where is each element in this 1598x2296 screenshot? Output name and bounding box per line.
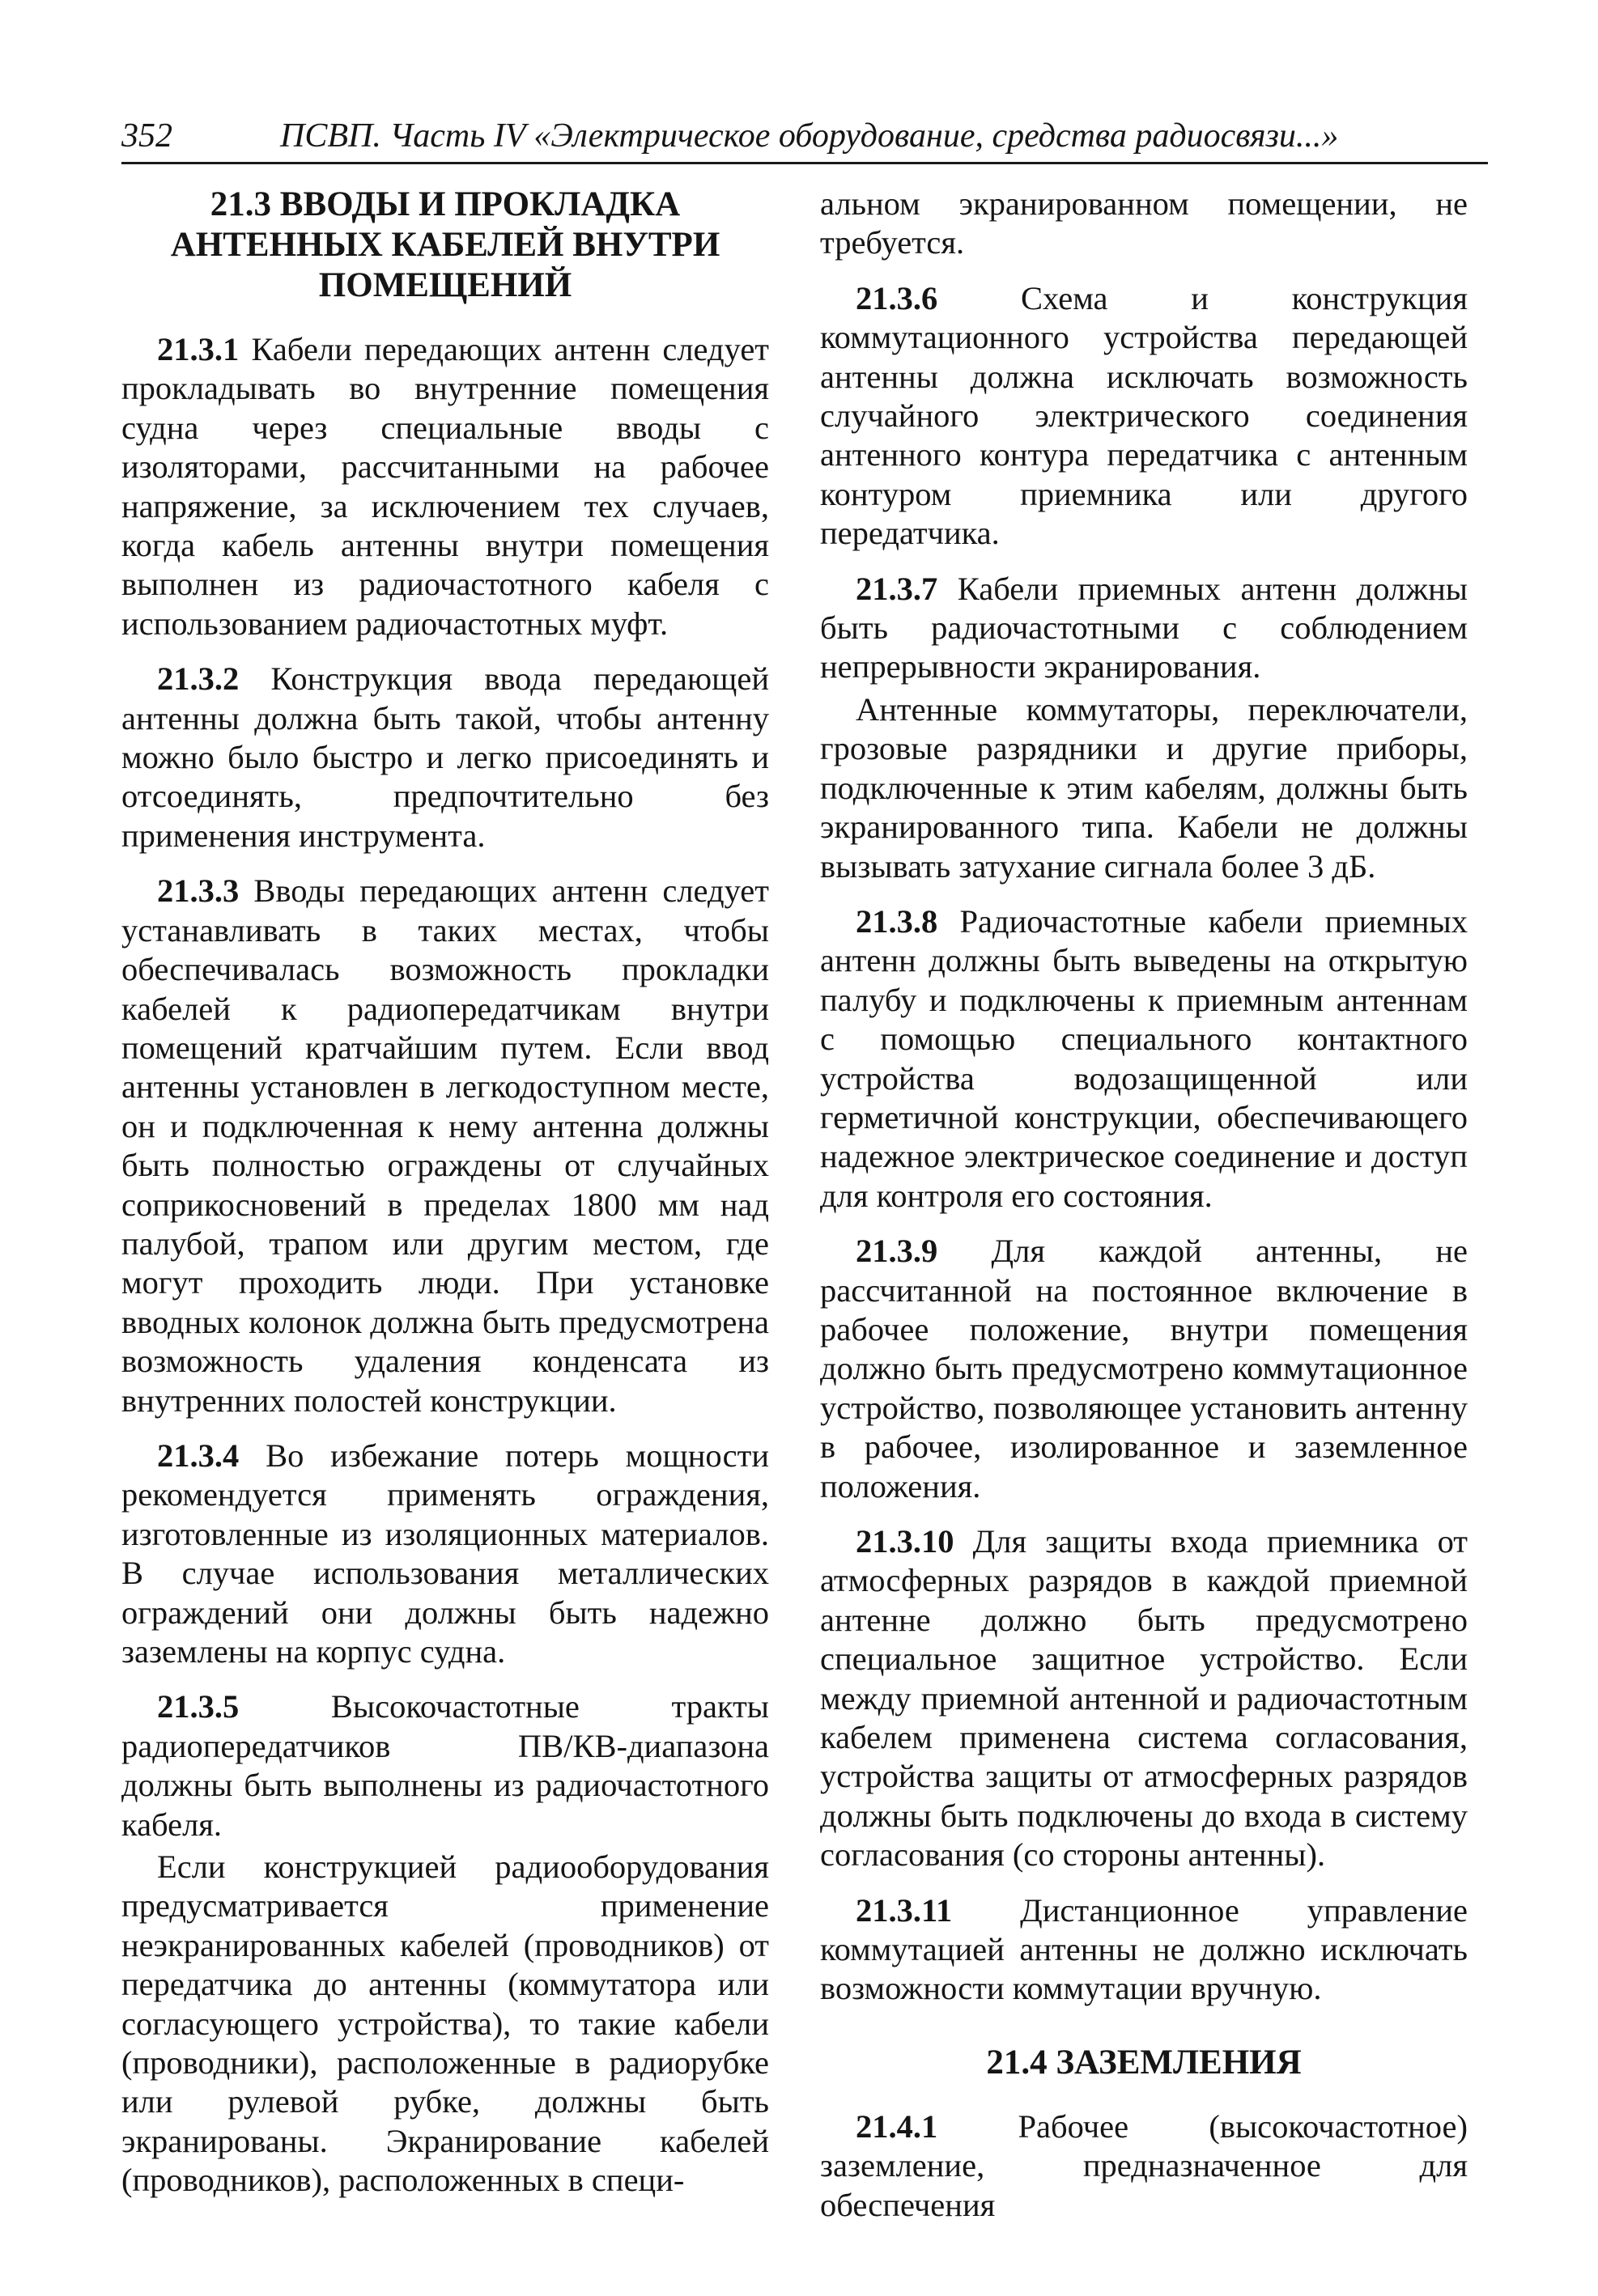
left-column bbox=[121, 185, 769, 2217]
clause-text: Во избежание потерь мощности рекомендуется применять ограждения, изготовленные из изоляционных материалов. В случае использования металлических ограждений они должны быть надежно заземлены на корпус судна. bbox=[121, 1437, 769, 1670]
clause-21-3-4 bbox=[121, 1437, 769, 1671]
clause-text: Кабели приемных антенн должны быть радиочастотными с соблюдением непрерывности экранирования. bbox=[820, 570, 1468, 685]
clause-text: Для каждой антенны, не рассчитанной на постоянное включение в рабочее положение, внутри помещения должно быть предусмотрено коммутационное устройство, позволяющее установить антенну в рабочее, изолированное и заземленное положения. bbox=[820, 1233, 1468, 1504]
clause-text: Конструкция ввода передающей антенны должна быть такой, чтобы антенну можно было быстро и легко присоединять и отсоединять, предпочтительно без применения инструмента. bbox=[121, 660, 769, 854]
clause-number: 21.3.1 bbox=[157, 331, 240, 367]
clause-21-3-2 bbox=[121, 660, 769, 855]
clause-number: 21.3.10 bbox=[856, 1523, 954, 1560]
clause-text: Для защиты входа приемника от атмосферных разрядов в каждой приемной антенне должно быть предусмотрено специальное защитное устройство. Если между приемной антенной и радиочастотным кабелем применена система согласования, устройства защиты от атмосферных разрядов должны быть подключены до входа в систему согласования (со стороны антенны). bbox=[820, 1523, 1468, 1874]
clause-number: 21.3.4 bbox=[157, 1437, 240, 1474]
clause-21-3-1 bbox=[121, 330, 769, 643]
clause-number: 21.3.9 bbox=[856, 1233, 938, 1270]
clause-text: Вводы передающих антенн следует устанавливать в таких местах, чтобы обеспечивалась возможность прокладки кабелей к радиопередатчикам внутри помещений кратчайшим путем. Если ввод антенны установлен в легкодоступном месте, он и подключенная к нему антенна должны быть полностью ограждены от случайных соприкосновений в пределах 1800 мм над палубой, трапом или другим местом, где могут проходить люди. При установке вводных колонок должна быть предусмотрена возможность удаления конденсата из внутренних полостей конструкции. bbox=[121, 872, 769, 1419]
clause-number: 21.4.1 bbox=[856, 2107, 938, 2145]
clause-number: 21.3.2 bbox=[157, 660, 240, 698]
clause-text: Дистанционное управление коммутацией антенны не должно исключать возможности коммутации вручную. bbox=[820, 1891, 1468, 2007]
clause-21-3-3 bbox=[121, 872, 769, 1420]
clause-21-4-1 bbox=[820, 2107, 1468, 2225]
clause-number: 21.3.6 bbox=[856, 279, 938, 316]
header-rule bbox=[121, 162, 1488, 164]
clause-21-3-5-continued: Если конструкцией радиооборудования предусматривается применение неэкранированных кабелей (проводников) от передатчика до антенны (коммутатора или согласующего устройства), то такие кабели (проводники), расположенные в радиорубке или рулевой рубке, должны быть экранированы. Экранирование кабелей (проводников), расположенных в специ- bbox=[121, 1848, 769, 2199]
clause-21-3-5-continued-end: альном экранированном помещении, не требуется. bbox=[820, 185, 1468, 261]
clause-21-3-8 bbox=[820, 902, 1468, 1216]
clause-text: Схема и конструкция коммутационного устройства передающей антенны должна исключать возможность случайного электрического соединения антенного контура передатчика с антенным контуром приемника или другого передатчика. bbox=[820, 279, 1468, 552]
clause-number: 21.3.11 bbox=[856, 1891, 953, 1929]
header-title: ПСВП. Часть IV «Электрическое оборудование, средства радиосвязи...» bbox=[280, 117, 1339, 155]
clause-number: 21.3.8 bbox=[856, 902, 938, 940]
right-column bbox=[820, 185, 1468, 2241]
clause-text: Радиочастотные кабели приемных антенн должны быть выведены на открытую палубу и подключены к приемным антеннам с помощью специального контактного устройства водозащищенной или герметичной конструкции, обеспечивающего надежное электрическое соединение и доступ для контроля его состояния. bbox=[820, 902, 1468, 1214]
running-head bbox=[121, 115, 1488, 157]
clause-21-3-5 bbox=[121, 1687, 769, 1844]
clause-number: 21.3.3 bbox=[157, 872, 240, 910]
clause-21-3-6 bbox=[820, 279, 1468, 554]
section-heading-21-3: 21.3 ВВОДЫ И ПРОКЛАДКА АНТЕННЫХ КАБЕЛЕЙ ВНУТРИ ПОМЕЩЕНИЙ bbox=[170, 185, 720, 304]
clause-number: 21.3.7 bbox=[856, 570, 938, 607]
section-heading-21-4: 21.4 ЗАЗЕМЛЕНИЯ bbox=[986, 2043, 1302, 2082]
clause-21-3-10 bbox=[820, 1522, 1468, 1875]
page-number: 352 bbox=[121, 117, 172, 155]
clause-21-3-7 bbox=[820, 570, 1468, 687]
clause-number: 21.3.5 bbox=[157, 1688, 240, 1725]
clause-text: Кабели передающих антенн следует прокладывать во внутренние помещения судна через специальные вводы с изоляторами, рассчитанными на рабочее напряжение, за исключением тех случаев, когда кабель антенны внутри помещения выполнен из радиочастотного кабеля с использованием радиочастотных муфт. bbox=[121, 331, 769, 642]
clause-text: Высокочастотные тракты радиопередатчиков ПВ/КВ-диапазона должны быть выполнены из радиочастотного кабеля. bbox=[121, 1688, 769, 1843]
clause-21-3-9 bbox=[820, 1232, 1468, 1506]
clause-21-3-11 bbox=[820, 1891, 1468, 2009]
clause-text: Рабочее (высокочастотное) заземление, предназначенное для обеспечения bbox=[820, 2107, 1468, 2223]
clause-21-3-7-continued: Антенные коммутаторы, переключатели, грозовые разрядники и другие приборы, подключенные к этим кабелям, должны быть экранированного типа. Кабели не должны вызывать затухание сигнала более 3 дБ. bbox=[820, 690, 1468, 885]
